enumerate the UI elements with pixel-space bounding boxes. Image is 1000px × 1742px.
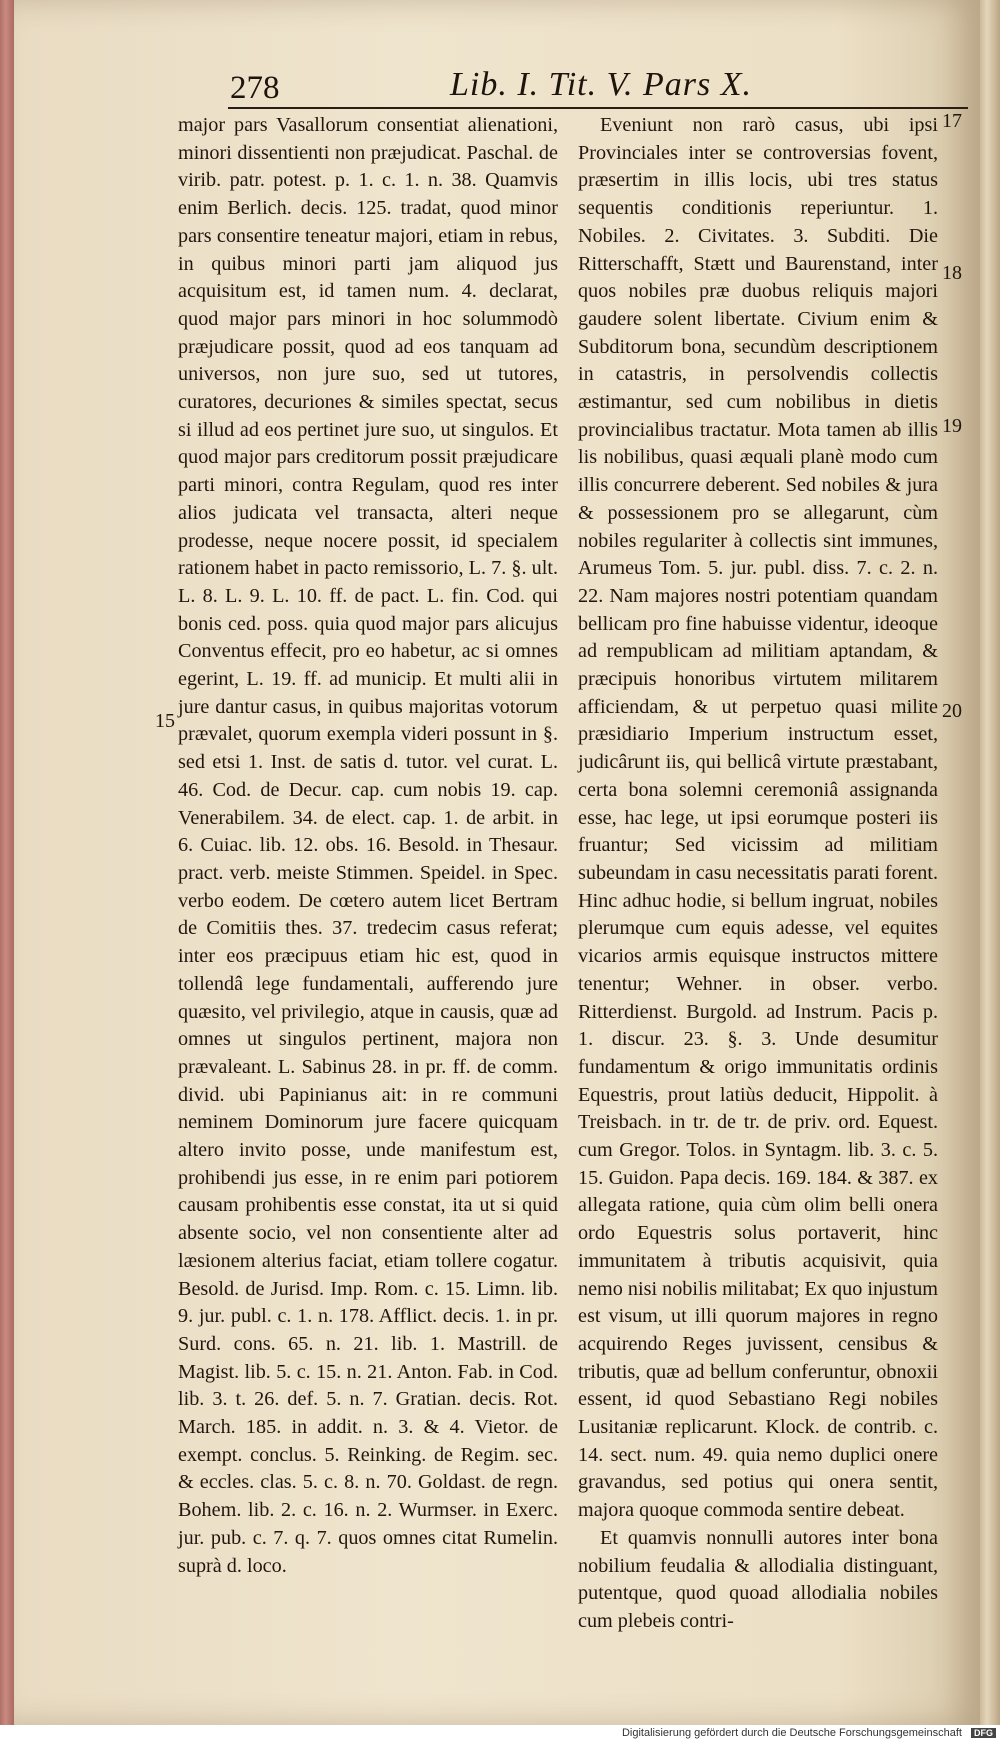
digitization-footer: [0, 1725, 1000, 1742]
margin-number-15: 15: [155, 710, 175, 732]
book-spine-edge: [0, 0, 14, 1742]
dfg-logo: DFG: [971, 1728, 996, 1738]
page-number: 278: [230, 70, 280, 106]
footer-credit: Digitalisierung gefördert durch die Deutsche Forschungsgemeinschaft: [621, 1727, 962, 1739]
left-column: [178, 112, 558, 1580]
margin-number-20: 20: [942, 700, 962, 722]
running-head: Lib. I. Tit. V. Pars X.: [450, 66, 752, 103]
margin-number-17: 17: [942, 110, 962, 132]
margin-number-18: 18: [942, 262, 962, 284]
right-paragraph-1: Eveniunt non rarò casus, ubi ipsi Provinciales inter se controversias fovent, præsertim in illis locis, ubi tres status sequentis conditionis reperiuntur. 1. Nobiles. 2. Civitates. 3. Subditi. Die Ritterschafft, Stætt und Baurenstand, inter quos nobiles præ duobus reliquis majori gaudere solent libertate. Civium enim & Subditorum bona, secundùm descriptionem in catastris, in persolvendis collectis æstimantur, sed cum nobilibus in dietis provincialibus tractatur. Mota tamen ab illis lis nobilibus, quasi æquali planè modo cum illis concurrere deberent. Sed nobiles & jura & possessionem pro se allegarunt, cùm nobiles regulariter à collectis sint immunes, Arumeus Tom. 5. jur. publ. diss. 7. c. 2. n. 22. Nam majores nostri potentiam quandam bellicam pro fine habuisse videntur, ideoque ad rempublicam ad militiam aptandam, & præcipuis honoribus virtutem militarem afficiendam, & ut perpetuo quasi milite præsidiario Imperium instructum esset, judicârunt iis, qui bellicâ virtute præstabant, certa bona solemni ceremoniâ assignanda esse, hac lege, ut ipsi eorumque posteri iis fruantur; Sed vicissim ad militiam subeundam in casu necessitatis parati forent. Hinc adhuc hodie, si bellum ingruat, nobiles plerumque cum equis adesse, vel equites vicarios armis equisque instructos mittere tenentur; Wehner. in obser. verbo. Ritterdienst. Burgold. ad Instrum. Pacis p. 1. discur. 23. §. 3. Unde desumitur fundamentum & origo immunitatis ordinis Equestris, prout latiùs deducit, Hippolit. à Treisbach. in tr. de tr. de priv. ord. Equest. cum Gregor. Tolos. in Syntagm. lib. 3. c. 5. 15. Guidon. Papa decis. 169. 184. & 387. ex allegata ratione, quia cùm olim belli onera ordo Equestris solus portaverit, hinc immunitatem à tributis acquisivit, quia nemo nisi nobilis militabat; Ex quo injustum est visum, ut illi quorum majores in regno acquirendo Reges juvissent, censibus & tributis, quæ ad bellum conferuntur, obnoxii essent, id quod Sebastiano Regi nobiles Lusitaniæ replicarunt. Klock. de contrib. c. 14. sect. num. 49. quia nemo duplici onere gravandus, sed potius qui onera sentit, majora quoque commoda sentire debeat.: [578, 114, 939, 1522]
margin-number-19: 19: [942, 415, 962, 437]
page-header: [230, 62, 1000, 112]
header-rule: [228, 107, 968, 109]
left-column-text: major pars Vasallorum consentiat alienationi, minori dissentienti non præjudicat. Paschal. de virib. patr. potest. p. 1. c. 1. n. 38. Quamvis enim Berlich. decis. 125. tradat, quod minor pars consentire teneatur majori, etiam in rebus, in quibus minori parti jam aliquod jus acquisitum est, id tamen num. 4. declarat, quod major pars minori in hoc solummodò præjudicare possit, quod ad eos tanquam ad universos, non jure suo, sed ut tutores, curatores, decuriones & similes spectat, secus si illud ad eos pertinet jure suo, ut singulos. Et quod major pars creditorum possit præjudicare parti minori, contra Regulam, quod res inter alios judicata vel transacta, alteri neque prodesse, neque nocere possit, id specialem rationem habet in pacto remissorio, L. 7. §. ult. L. 8. L. 9. L. 10. ff. de pact. L. fin. Cod. qui bonis ced. poss. quia quod major pars alicujus Conventus effecit, pro eo habetur, ac si omnes egerint, L. 19. ff. ad municip. Et multi alii in jure dantur casus, in quibus majoritas votorum prævalet, quorum exempla videri possunt in §. sed etsi 1. Inst. de satis d. tutor. vel curat. L. 46. Cod. de Decur. cap. cum nobis 19. cap. Venerabilem. 34. de elect. cap. 1. de arbit. in 6. Cuiac. lib. 12. obs. 16. Besold. in Thesaur. pract. verb. meiste Stimmen. Speidel. in Spec. verbo eodem. De cœtero autem licet Bertram de Comitiis thes. 37. tredecim casus referat; inter eos præcipuus etiam hic est, quod in tollendâ lege fundamentali, aufferendo jure quæsito, vel privilegio, atque in causis, quæ ad omnes ut singulos pertinent, majora non prævaleant. L. Sabinus 28. in pr. ff. de comm. divid. ubi Papinianus ait: in re communi neminem Dominorum jure facere quicquam altero invito posse, unde manifestum est, prohibendi jus esse, in re enim pari potiorem causam prohibentis esse constat, ita ut si quid absente socio, vel non consentiente alter ad læsionem alterius faciat, etiam tollere cogatur. Besold. de Jurisd. Imp. Rom. c. 15. Limn. lib. 9. jur. publ. c. 1. n. 178. Afflict. decis. 1. in pr. Surd. cons. 65. n. 21. lib. 1. Mastrill. de Magist. lib. 5. c. 15. n. 21. Anton. Fab. in Cod. lib. 3. t. 26. def. 5. n. 7. Gratian. decis. Rot. March. 185. in addit. n. 3. & 4. Vietor. de exempt. conclus. 5. Reinking. de Regim. sec. & eccles. clas. 5. c. 8. n. 70. Goldast. de regn. Bohem. lib. 2. c. 16. n. 2. Wurmser. in Exerc. jur. pub. c. 7. q. 7. quos omnes citat Rumelin. suprà d. loco.: [178, 114, 558, 1577]
right-column: [578, 112, 938, 1636]
right-paragraph-2: Et quamvis nonnulli autores inter bona nobilium feudalia & allodialia distinguant, putentque, quod quoad allodialia nobiles cum plebeis contri-: [578, 1526, 938, 1632]
facing-page-edge: [980, 0, 1000, 1725]
